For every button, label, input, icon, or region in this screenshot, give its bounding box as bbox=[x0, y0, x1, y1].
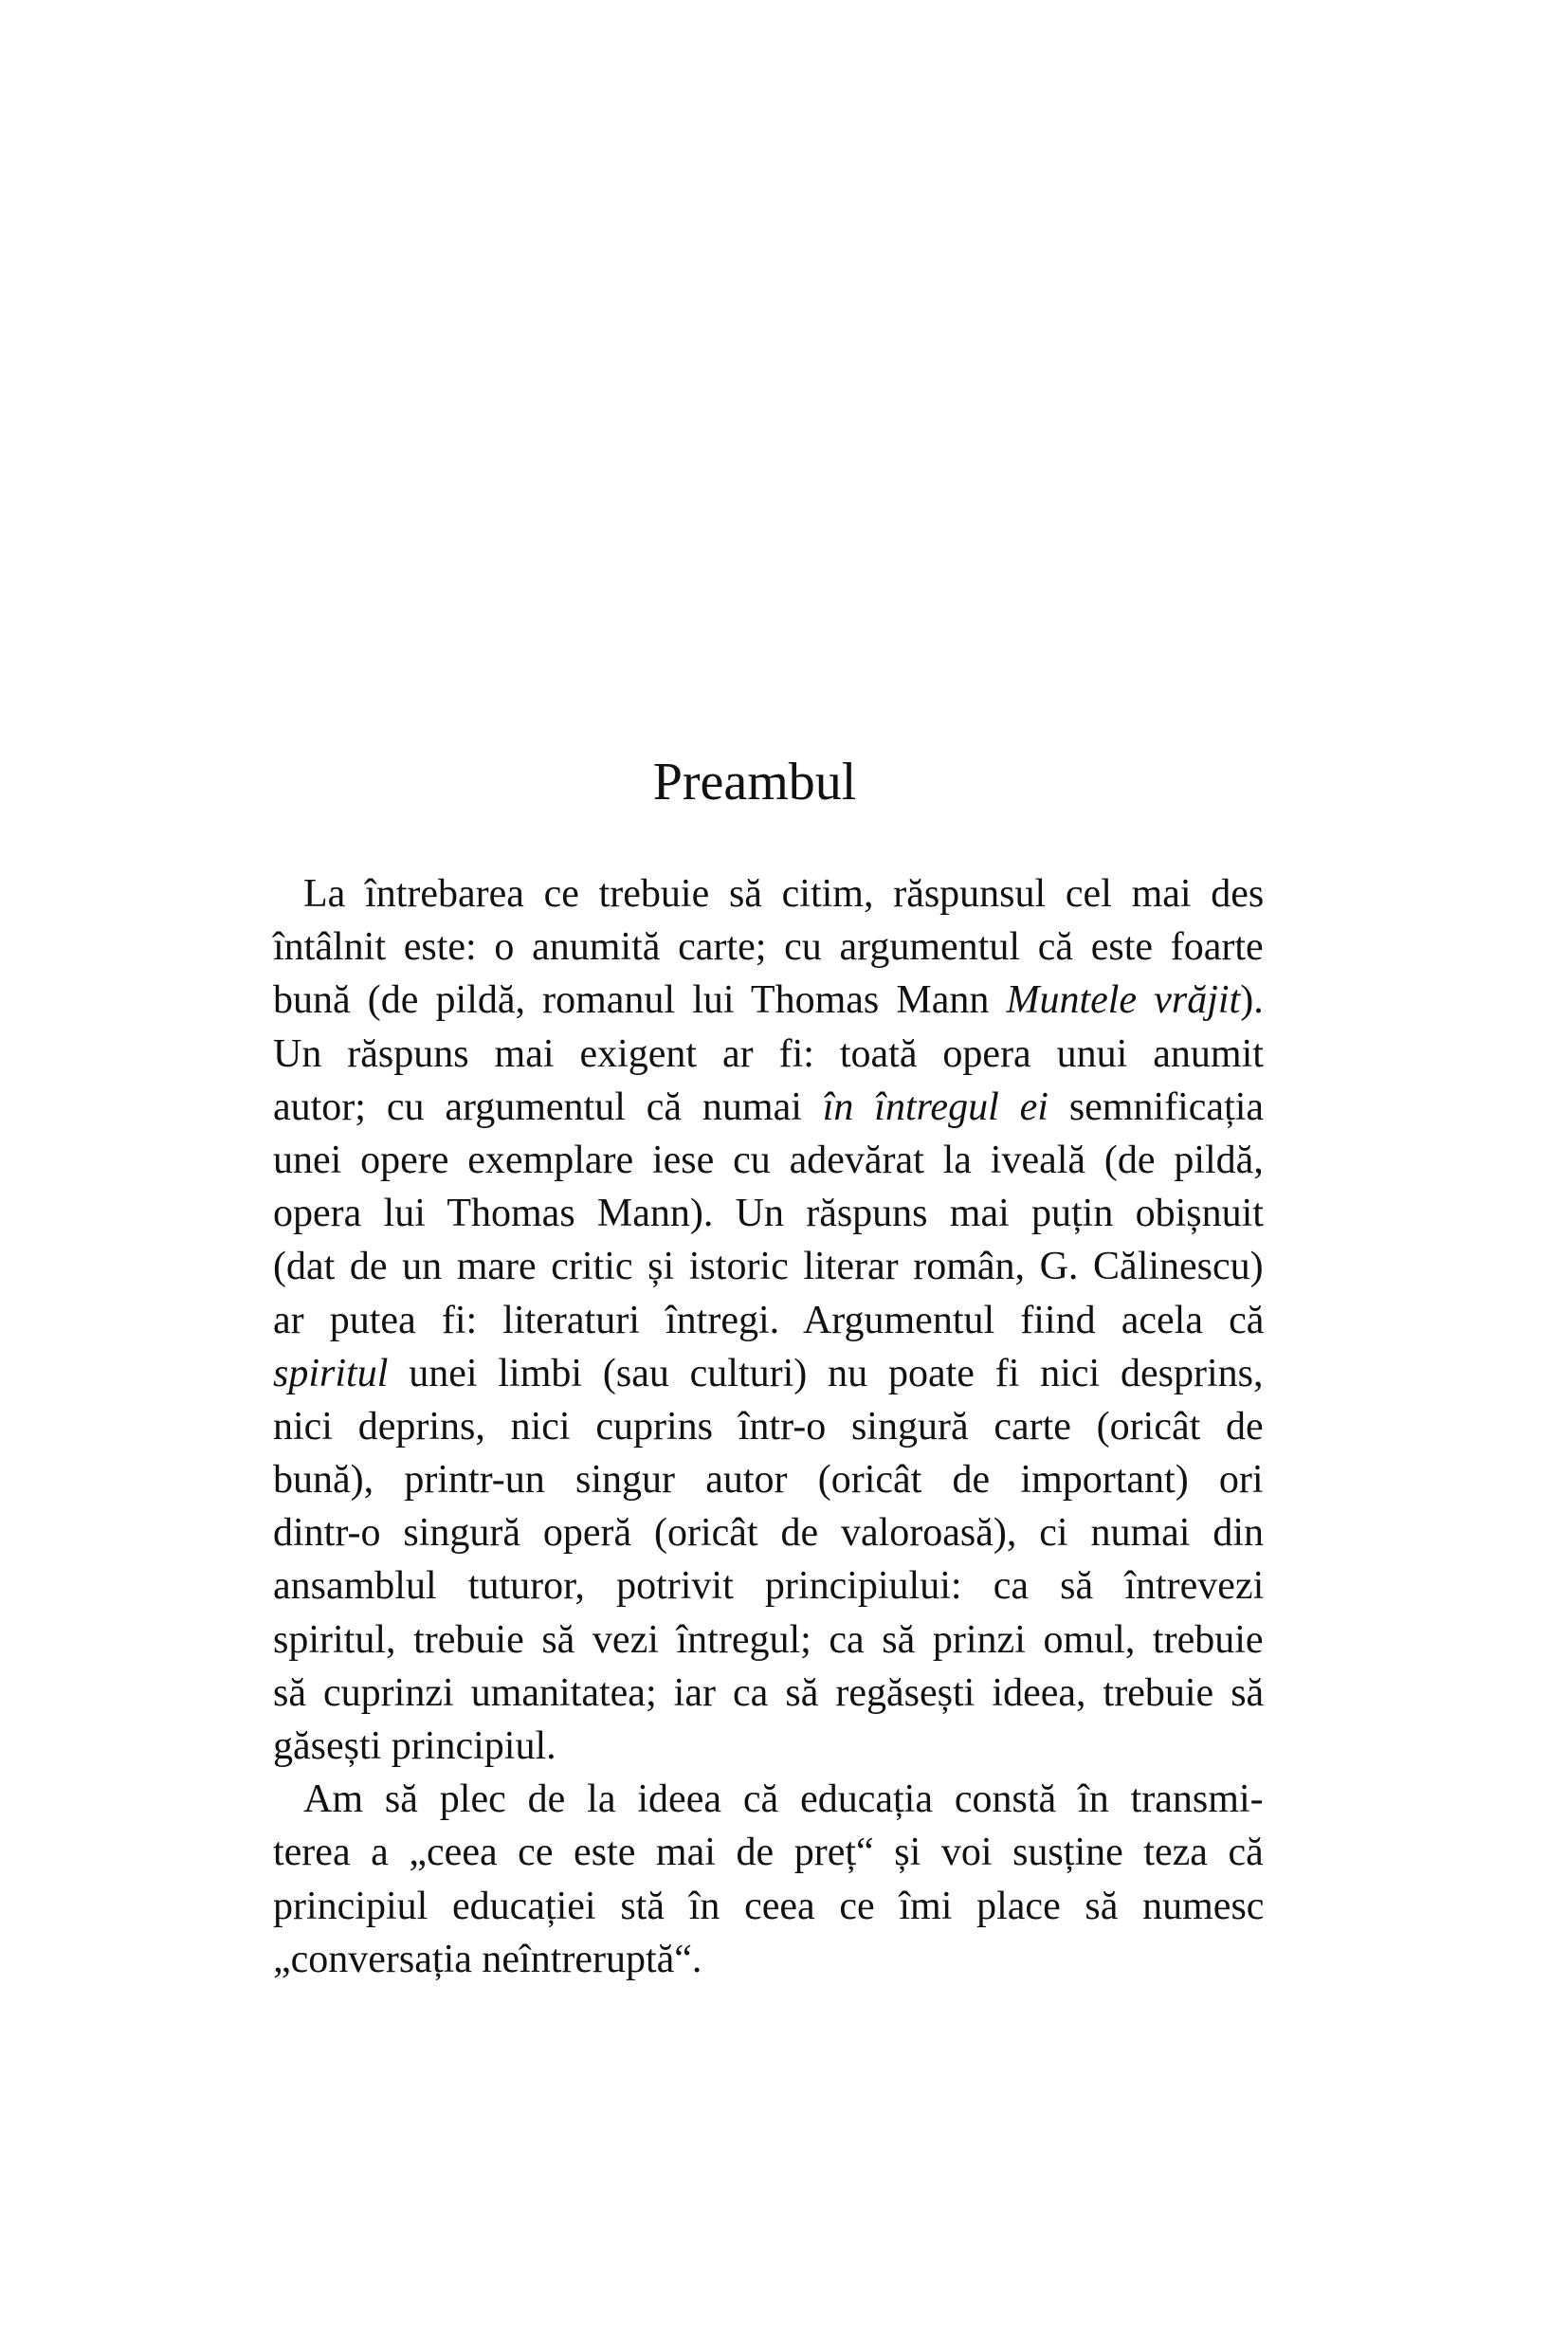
chapter-title: Preambul bbox=[652, 753, 857, 811]
text-line bbox=[273, 1826, 1264, 1879]
text-segment: bună (de pildă, romanul lui Thomas Mann bbox=[273, 978, 1007, 1023]
text-line bbox=[273, 1240, 1264, 1293]
italic-text: spiritul bbox=[273, 1351, 389, 1395]
text-line bbox=[273, 1773, 1264, 1826]
text-line bbox=[273, 1667, 1264, 1720]
text-line bbox=[273, 1933, 1264, 1986]
text-segment: „conversația neîntreruptă“. bbox=[273, 1937, 702, 1981]
text-segment: dintr-o singură operă (oricât de valoroasă), ci numai din bbox=[273, 1511, 1264, 1556]
text-line bbox=[273, 1559, 1264, 1613]
text-line bbox=[273, 1081, 1264, 1134]
text-line bbox=[273, 1880, 1264, 1933]
text-line bbox=[273, 1294, 1264, 1347]
text-line bbox=[273, 1347, 1264, 1400]
body-text bbox=[273, 867, 1264, 1986]
text-segment: La întrebarea ce trebuie să citim, răspunsul cel mai des bbox=[303, 872, 1265, 916]
text-segment: Am să plec de la ideea că educația constă în transmi- bbox=[303, 1777, 1264, 1822]
text-segment: Un răspuns mai exigent ar fi: toată opera unui anumit bbox=[273, 1031, 1264, 1076]
text-segment: să cuprinzi umanitatea; iar ca să regăsești ideea, trebuie să bbox=[273, 1670, 1265, 1715]
text-line bbox=[273, 1400, 1264, 1453]
text-segment: autor; cu argumentul că numai bbox=[273, 1084, 823, 1129]
text-segment: opera lui Thomas Mann). Un răspuns mai puțin obișnuit bbox=[273, 1192, 1264, 1236]
text-line bbox=[273, 974, 1264, 1027]
text-line bbox=[273, 1506, 1264, 1559]
italic-text: Muntele vrăjit bbox=[1006, 978, 1241, 1023]
text-segment: (dat de un mare critic și istoric literar român, G. Călinescu) bbox=[273, 1245, 1264, 1289]
text-segment: întâlnit este: o anumită carte; cu argumentul că este foarte bbox=[273, 925, 1264, 970]
text-segment: ar putea fi: literaturi întregi. Argumentul fiind acela că bbox=[273, 1298, 1265, 1342]
text-segment: semnificația bbox=[1048, 1084, 1265, 1129]
text-line bbox=[273, 1187, 1264, 1240]
text-line bbox=[273, 920, 1264, 974]
italic-text: în întregul ei bbox=[822, 1084, 1048, 1129]
text-line bbox=[273, 867, 1264, 920]
text-line bbox=[273, 1134, 1264, 1187]
text-line bbox=[273, 1720, 1264, 1773]
text-segment: unei opere exemplare iese cu adevărat la iveală (de pildă, bbox=[273, 1138, 1264, 1182]
text-segment: principiul educației stă în ceea ce îmi place să numesc bbox=[273, 1884, 1265, 1928]
text-segment: terea a „ceea ce este mai de preț“ și voi susține teza că bbox=[273, 1831, 1264, 1875]
text-segment: găsești principiul. bbox=[273, 1724, 556, 1768]
text-segment: spiritul, trebuie să vezi întregul; ca să prinzi omul, trebuie bbox=[273, 1617, 1264, 1662]
text-line bbox=[273, 1028, 1264, 1081]
text-line bbox=[273, 1453, 1264, 1506]
text-segment: ansamblul tuturor, potrivit principiului: ca să întrevezi bbox=[273, 1564, 1265, 1609]
text-segment: ). bbox=[1240, 978, 1264, 1023]
text-segment: nici deprins, nici cuprins într-o singură carte (oricât de bbox=[273, 1404, 1264, 1449]
text-segment: unei limbi (sau culturi) nu poate fi nici desprins, bbox=[388, 1351, 1264, 1395]
text-line bbox=[273, 1613, 1264, 1667]
text-segment: bună), printr-un singur autor (oricât de important) ori bbox=[273, 1458, 1264, 1503]
